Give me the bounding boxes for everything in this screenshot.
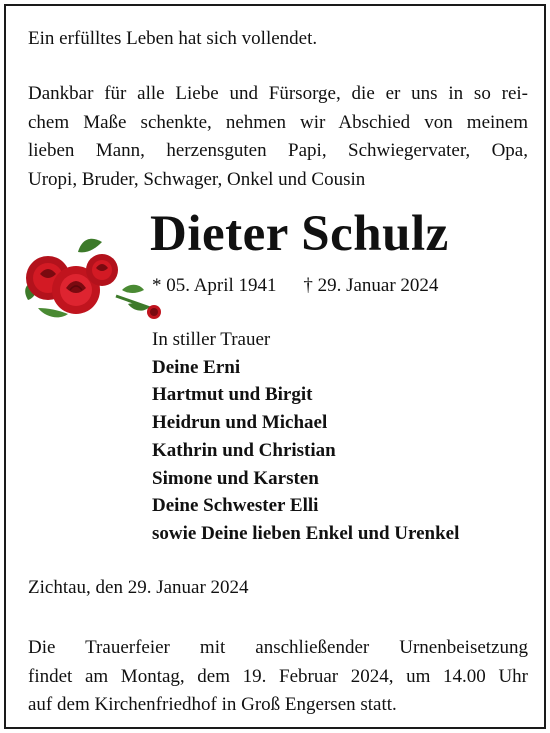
roses-illustration [18,230,164,322]
thanks-line: chem Maße schenkte, nehmen wir Abschied von meinem [28,111,528,133]
thanks-line: Uropi, Bruder, Schwager, Onkel und Cousin [28,168,366,190]
mourner-name: Deine Erni [152,356,241,378]
birth-date: * 05. April 1941 [152,275,277,296]
funeral-line: findet am Montag, dem 19. Februar 2024, um 14.00 Uhr [28,665,528,687]
thanks-line: lieben Mann, herzensguten Papi, Schwiegervater, Opa, [28,140,528,162]
death-date: † 29. Januar 2024 [303,275,439,296]
life-dates [152,272,438,300]
thanks-paragraph [28,80,528,194]
mourning-intro: In stiller Trauer [152,329,271,350]
intro-line: Ein erfülltes Leben hat sich vollendet. [28,28,318,49]
mourners-block [152,326,459,548]
funeral-line: auf dem Kirchenfriedhof in Groß Engersen statt. [28,694,397,716]
mourner-name: Heidrun und Michael [152,412,328,434]
funeral-info [28,634,528,720]
obituary-frame [4,4,546,729]
place-date: Zichtau, den 29. Januar 2024 [28,577,249,598]
deceased-name: Dieter Schulz [150,206,449,262]
funeral-line: Die Trauerfeier mit anschließender Urnenbeisetzung [28,637,528,658]
mourner-name: Kathrin und Christian [152,439,336,461]
mourner-name: Deine Schwester Elli [152,495,319,517]
mourner-name: Simone und Karsten [152,467,319,489]
mourner-name: sowie Deine lieben Enkel und Urenkel [152,522,460,544]
thanks-line: Dankbar für alle Liebe und Fürsorge, die er uns in so rei- [28,83,528,104]
mourner-name: Hartmut und Birgit [152,384,313,406]
